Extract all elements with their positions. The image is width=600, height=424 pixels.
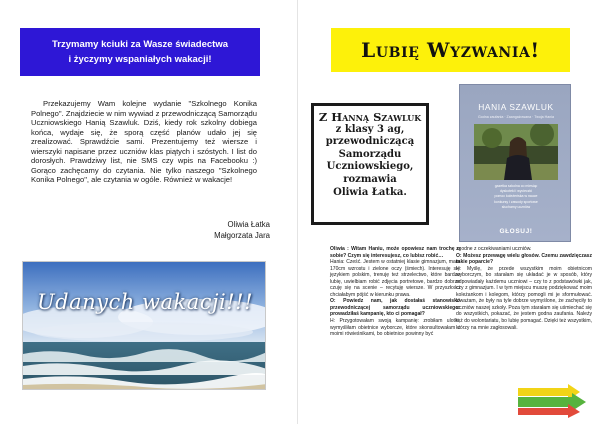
interview-box-line: rozmawia [343,173,397,185]
poster-tagline: Godna zaufania · Zaangażowana · Twoja Hania [477,115,555,119]
interview-column-2 [456,246,592,331]
interview-box-line: z klasy 3 ag, [335,123,405,135]
campaign-poster [459,84,571,242]
wishes-banner-line-2: i życzymy wspaniałych wakacji! [68,54,212,65]
wishes-banner [20,28,260,76]
left-page [0,0,298,424]
poster-program-item: konkursy i zawody sportowe [494,199,538,204]
poster-program-item: gazetka szkolna co miesiąc [494,184,538,188]
signature-1: Oliwia Łatka [227,220,270,229]
signature-2: Małgorzata Jara [214,231,270,240]
right-page [300,0,600,424]
interview-question: Oliwia : Witam Haniu, może opowiesz nam trochę o sobie? Czym się interesujesz, co lubisz robić… [330,246,460,259]
interview-column-1 [330,246,460,338]
interview-box [311,103,429,225]
poster-program [468,184,564,210]
interview-box-line: Oliwia Łatka. [333,186,407,198]
interview-box-line: Samorządu [338,148,402,160]
poster-program-item: słuchamy uczniów [501,204,531,209]
interview-answer: Hania: Cześć. Jestem w ostatniej klasie gimnazjum, mam 170cm wzrostu i zielone oczy (śmiech). Interesuję się językiem polskim, trenuję też strzelectwo, które bardzo lubię, uwielbiam robić zdjęcia portretowe, bardzo dobrze czuję się na scenie – recytuję wiersze. W przyszłości chciałabym pójść w kierunku prawa. [330,259,460,298]
sea-photo [22,261,266,390]
next-page-arrow-icon[interactable] [516,384,588,418]
poster-name: HANIA SZAWLUK [478,102,554,112]
wishes-banner-line-1: Trzymamy kciuki za Wasze świadectwa [51,39,228,50]
interview-box-line: Uczniowskiego, [326,161,414,173]
interview-answer: H: Myślę, że przede wszystkim moim obietnicom wyborczym, bo starałam się układać je w sposób, który odpowiadały każdemu uczniowi – czy to z podstawówki jak, czy z gimnazjum. I w tym miejscu muszę podziękować moim koleżankom i kolegom, którzy pomogli mi je sformułować. Uważam, że były na tyle dobrze wymyślone, że zachęciły to uczniów naszej szkoły. Poza tym starałam się uśmiechać się do wszystkich, pokazać, że jestem godna zaufania. Należy też do wolontariatu, bo lubię pomagać. Dzięki też wszystkim, którzy na mnie zagłosowali. [456,265,592,331]
interview-box-title: Z Hanną Szawluk [318,110,422,124]
interview-question: O: Możesz przewagę wielu głosów. Czemu zawdzięczasz takie poparcie? [456,252,592,266]
poster-vote: GŁOSUJ! [499,228,533,235]
interview-answer: zgodne z oczekiwaniami uczniów. [456,246,532,252]
candidate-photo [474,124,558,180]
interview-answer: H: Przygotowałam swoją kampanię: zrobiłam ulotki, wymyśliłam obietnice wyborcze, które skonsultowałam z moimi rówieśnikami, bo obietnice powinny być [330,318,460,338]
interview-box-line: przewodniczącą [325,136,415,148]
article-title: Lubię Wyzwania! [331,28,570,72]
sea-illustration [23,262,266,390]
poster-program-item: pomoc koleżeńska w nauce [494,194,538,199]
vacation-greeting: Udanych wakacji!!! [36,290,254,314]
intro-paragraph: Przekazujemy Wam kolejne wydanie "Szkolnego Konika Polnego". Znajdziecie w nim wywiad z przewodniczącą Samorządu Uczniowskiego Hanią Szawluk. Dziś, kiedy rok szkolny dobiega końca, wydaje się, że sporą część planów udało jej się zrealizować. Sprawdźcie sami. Prezentujemy też wiersze i wierszyki napisane przez uczniów klas piątych i szóstych. I list do dorosłych. Prawdziwy list, nie SMS czy wpis na Facebooku :) Gorąco zachęcamy do czytania. Nie tylko naszego "Szkolnego Konika Polnego", ale czytania w ogóle. Również w wakacje! [31,99,257,185]
poster-program-item: dyskoteki i wycieczki [499,189,533,194]
interview-question: O: Powiedz nam, jak dostałaś stanowisko przewodniczącej samorządu uczniowskiego: prowadziłaś kampanię, kto ci pomagał? [330,298,460,318]
signatures [150,219,270,241]
